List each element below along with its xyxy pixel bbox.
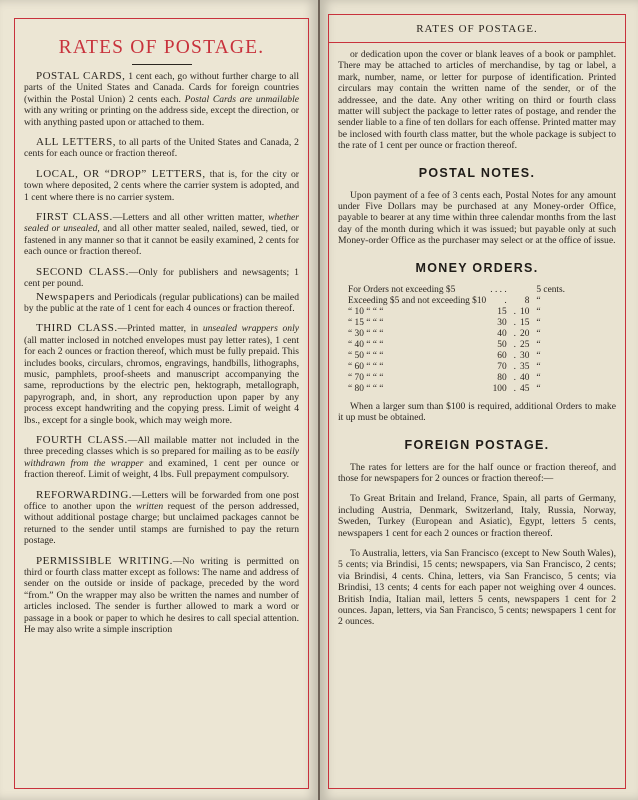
money-order-cell: “ xyxy=(536,339,541,350)
money-order-cell: . xyxy=(504,295,507,306)
money-order-cell: “ 60 “ “ “ xyxy=(348,361,384,372)
rate-paragraph-tail: with any writing or printing on the address side, except the direction, or with anything pasted upon or attached to them. xyxy=(24,105,299,128)
rate-paragraph-lead: PERMISSIBLE WRITING. xyxy=(36,554,173,567)
rate-paragraph xyxy=(24,137,299,160)
rate-paragraph-text: —Only for publishers and newsagents; 1 cent per pound. xyxy=(24,266,299,290)
money-orders-heading: MONEY ORDERS. xyxy=(415,260,539,275)
running-head: RATES OF POSTAGE. xyxy=(329,15,625,43)
rate-paragraph-lead: SECOND CLASS. xyxy=(36,265,129,278)
money-order-cell: 80 xyxy=(497,372,507,383)
money-order-cell: . xyxy=(513,361,516,372)
money-orders-table xyxy=(346,285,567,395)
money-order-cell: . xyxy=(513,383,516,394)
money-order-cell: “ 15 “ “ “ xyxy=(348,317,384,328)
foreign-postage-heading: FOREIGN POSTAGE. xyxy=(404,437,550,452)
postal-notes-text: Upon payment of a fee of 3 cents each, Postal Notes for any amount under Five Dollars may be purchased at any Money-order Office, payable to bearer at any time within three calendar months from the last day of the month during which it was issued; but payable only at such Money-order Office as the purchaser may select or at the office of issue. xyxy=(338,189,616,247)
money-order-cell: 10 xyxy=(520,306,530,317)
money-order-cell: 30 xyxy=(520,350,530,361)
rate-paragraph-lead: LOCAL, OR “DROP” LETTERS, xyxy=(36,167,206,180)
money-order-cell: For Orders not exceeding $5 xyxy=(348,284,456,295)
rate-paragraph-text: —No writing is permitted on third or fourth class matter except as follows: The name and address of sender on the outside or inside of package, preceded by the word “from.” On the wrapper may also be written the names and number of articles inclosed. The sender is further allowed to mark a word or passage in a book or paper to which he desires to call special attention. He may also write a simple inscription xyxy=(24,555,299,636)
rate-paragraph-text: —All mailable matter not included in the three preceding classes which is so prepared for mailing as to be xyxy=(24,434,299,458)
rate-paragraph-lead: FOURTH CLASS. xyxy=(36,433,128,446)
money-orders-note: When a larger sum than $100 is required, additional Orders to make it up must be obtained. xyxy=(338,400,616,424)
money-order-cell: “ xyxy=(536,350,541,361)
money-order-cell: . xyxy=(513,317,516,328)
foreign-postage-australia: To Australia, letters, via San Francisco (except to New South Wales), 5 cents; via Brindisi, 15 cents; newspapers, via San Francisco, 2 cents; via Brindisi, 4 cents. China, letters, via San Francisco, 5 cents; via Brindisi, 13 cents; 4 cents for each paper not weighing over 4 ounces. British India, Italian mail, letters 5 cents, newspapers 1 cent for 2 ounces. Japan, letters, via San Francisco, 5 cents; newspapers 1 cent for 2 ounces. xyxy=(338,547,616,628)
money-order-cell: “ 30 “ “ “ xyxy=(348,328,384,339)
rate-paragraph-lead: THIRD CLASS. xyxy=(36,322,118,335)
money-order-row xyxy=(346,351,567,362)
money-order-cell: 15 xyxy=(520,317,530,328)
money-order-cell: 45 xyxy=(520,383,530,394)
rate-paragraph xyxy=(24,323,299,426)
money-order-cell: “ 80 “ “ “ xyxy=(348,383,384,394)
money-order-cell: “ 70 “ “ “ xyxy=(348,372,384,383)
money-order-cell: . xyxy=(513,339,516,350)
money-order-cell: “ xyxy=(536,383,541,394)
rate-paragraph-text: —Letters will be forwarded from one post office to another upon the xyxy=(24,489,299,512)
foreign-postage-intro: The rates for letters are for the half ounce or fraction thereof, and those for newspapers for 2 ounces or fraction thereof:— xyxy=(338,461,616,484)
continuation-text: or dedication upon the cover or blank leaves of a book or pamphlet. There may be attached to articles of merchandise, by tag or label, a mark, number, name, or letter for purpose of identification. Printed circulars may contain the written name of the sender, or of the addressee, and the date. Any other writing on third or fourth class matter will subject the package to letter rates of postage, and render the sender liable to a fine of ten dollars for each offense. Printed matter may be inclosed with fourth class matter, but the whole package is subject to the rate of 1 cent per ounce or fraction thereof. xyxy=(338,49,616,152)
rate-paragraph-text: —Letters and all other written matter, xyxy=(112,212,269,224)
money-order-cell: “ xyxy=(536,306,541,317)
rate-paragraph-lead: POSTAL CARDS, xyxy=(36,70,126,82)
rate-paragraph-emphasis: written xyxy=(135,501,164,512)
money-order-cell: “ xyxy=(536,295,541,306)
money-order-cell: . xyxy=(513,328,516,339)
rate-paragraph xyxy=(24,435,299,481)
rate-paragraph xyxy=(24,71,299,128)
rate-paragraph-text: to all parts of the United States and Canada, 2 cents for each ounce or fraction thereof. xyxy=(24,137,299,160)
money-order-row xyxy=(346,362,567,373)
rate-paragraph xyxy=(24,212,299,258)
rate-paragraph-tail: (all matter inclosed in notched envelopes must pay letter rates), 1 cent for each 2 ounces or fraction thereof, which must be fully prepaid. This includes books, circulars, chromos, engravings, handbills, lithographs, music, pamphlets, proof-sheets and manuscript accompanying the same, reproductions by the electric pen, hektograph, metallograph, papyrograph, and, in short, any reproduction upon paper by any process except handwriting and the copying press. Limit of weight 4 lbs., except for a single book, which may weigh more. xyxy=(24,334,299,426)
money-order-cell: 5 cents. xyxy=(536,284,566,295)
money-order-row xyxy=(346,318,567,329)
money-order-cell: . . . . xyxy=(490,284,507,295)
money-order-cell: 60 xyxy=(497,350,507,361)
money-order-row xyxy=(346,285,567,296)
money-order-row xyxy=(346,340,567,351)
right-page-frame xyxy=(328,14,626,789)
left-page xyxy=(0,0,318,800)
rate-paragraph-text: that is, for the city or town where deposited, 2 cents where the carrier system is adopted, and 1 cent where there is no carrier system. xyxy=(24,168,300,203)
money-order-cell: 70 xyxy=(497,361,507,372)
rate-paragraph xyxy=(24,169,299,203)
rate-paragraph-tail: and examined, 1 cent per ounce or fraction thereof. Limit of weight, 4 lbs. Full prepayment compulsory. xyxy=(24,457,300,481)
money-order-cell: 15 xyxy=(497,306,507,317)
money-order-cell: . xyxy=(513,350,516,361)
money-order-cell: 35 xyxy=(520,361,530,372)
money-order-cell: “ 40 “ “ “ xyxy=(348,339,384,350)
rate-paragraph xyxy=(24,292,299,315)
rate-paragraph-lead: REFORWARDING. xyxy=(36,488,133,501)
rate-paragraph-lead: Newspapers xyxy=(36,290,95,303)
page-title: RATES OF POSTAGE. xyxy=(58,37,265,58)
postal-notes-heading: POSTAL NOTES. xyxy=(418,165,536,180)
right-page xyxy=(320,0,638,800)
money-order-cell: 25 xyxy=(520,339,530,350)
left-paragraphs xyxy=(24,71,299,635)
money-order-cell: “ xyxy=(536,317,541,328)
money-order-cell xyxy=(518,285,534,296)
money-order-cell: 8 xyxy=(524,295,530,306)
rate-paragraph xyxy=(24,556,299,636)
title-rule xyxy=(132,64,192,65)
money-order-cell: “ xyxy=(536,361,541,372)
money-order-cell: “ 10 “ “ “ xyxy=(348,306,384,317)
money-order-cell: 40 xyxy=(520,372,530,383)
foreign-postage-europe: To Great Britain and Ireland, France, Spain, all parts of Germany, including Austria, Denmark, Switzerland, Italy, Russia, Norway, Sweden, Turkey (European and Asiatic), Egypt, letters 5 cents, newspapers 1 cent for each 2 ounces or fraction thereof. xyxy=(338,493,616,539)
rate-paragraph-text: 1 cent each, go without further charge to all parts of the United States and Canada. Cards for foreign countries (within the Postal Union) 2 cents each. xyxy=(24,71,299,105)
money-order-cell: Exceeding $5 and not exceeding $10 xyxy=(348,295,487,306)
rate-paragraph-tail: and all other matter sealed, nailed, sewed, tied, or fastened in any manner so that it cannot be easily examined, 2 cents for each ounce or fraction thereof. xyxy=(24,223,299,258)
rate-paragraph-tail: request of the person addressed, without additional postage charge; but unclaimed packages cannot be returned to the sender until stamps are furnished to pay the return postage. xyxy=(24,501,299,547)
money-order-row xyxy=(346,329,567,340)
rate-paragraph-text: —Printed matter, in xyxy=(117,323,203,335)
money-order-cell: 100 xyxy=(492,383,507,394)
rate-paragraph-lead: ALL LETTERS, xyxy=(36,136,116,149)
money-order-row xyxy=(346,307,567,318)
money-order-row xyxy=(346,373,567,384)
left-page-frame xyxy=(14,18,309,789)
rate-paragraph-emphasis: unsealed wrappers only xyxy=(202,323,299,335)
money-order-cell: 30 xyxy=(497,317,507,328)
money-order-row xyxy=(346,384,567,395)
money-order-cell: 40 xyxy=(497,328,507,339)
money-order-cell: “ xyxy=(536,328,541,339)
rate-paragraph-emphasis: easily withdrawn from the wrapper xyxy=(24,446,299,469)
rate-paragraph-text: and Periodicals (regular publications) can be mailed by the public at the rate of 1 cent for each 4 ounces or fraction thereof. xyxy=(24,291,299,314)
rate-paragraph-emphasis: whether sealed or unsealed, xyxy=(24,212,299,235)
money-order-cell: “ xyxy=(536,372,541,383)
money-order-cell: 20 xyxy=(520,328,530,339)
money-order-cell: . xyxy=(513,372,516,383)
money-order-cell: . xyxy=(513,306,516,317)
rate-paragraph xyxy=(24,267,299,290)
rate-paragraph-emphasis: Postal Cards are unmailable xyxy=(184,93,299,105)
rate-paragraph xyxy=(24,490,299,547)
money-order-cell: “ 50 “ “ “ xyxy=(348,350,384,361)
money-order-cell: 50 xyxy=(497,339,507,350)
money-order-row xyxy=(346,296,567,307)
rate-paragraph-lead: FIRST CLASS. xyxy=(36,211,113,224)
